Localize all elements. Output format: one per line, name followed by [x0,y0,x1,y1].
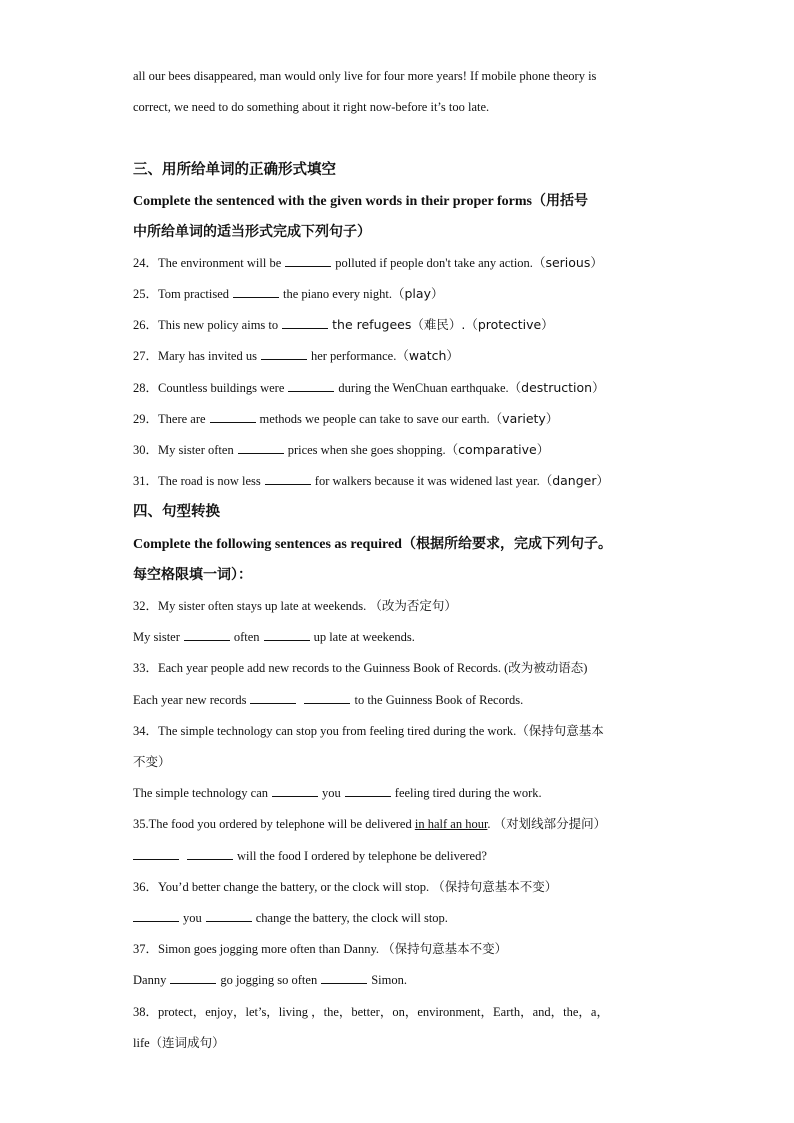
question-number: 29． [133,412,159,426]
answer-text: up late at weekends. [313,630,415,644]
question-37: 37．Simon goes jogging more often than Danny. （保持句意基本不变） [133,942,508,956]
answer-text: go jogging so often [220,973,318,987]
question-33: 33．Each year people add new records to the Guinness Book of Records. (改为被动语态) [133,661,588,675]
question-34-line-2: 不变） [133,754,171,769]
answer-blank[interactable] [233,286,279,298]
word-hint: （danger） [539,473,609,488]
underlined-phrase: in half an hour [414,817,488,831]
question-text: methods we people can take to save our earth. [259,412,490,426]
question-38-line-2: life（连词成句） [133,1036,225,1050]
question-number: 26． [133,318,159,332]
answer-text: Each year new records [133,693,247,707]
word-hint: （protective） [465,317,554,332]
question-31 [133,473,673,489]
question-text: for walkers because it was widened last year. [314,474,540,488]
question-text: 35.The food you ordered by telephone will be delivered [133,817,415,831]
section-3-instruction-en: Complete the sentenced with the given words in their proper forms [133,194,532,209]
answer-blank[interactable] [238,442,284,454]
question-text: the refugees（难民）. [332,317,466,332]
question-text: the piano every night. [283,287,392,301]
word-hint: （comparative） [445,442,550,457]
answer-text: My sister [133,630,180,644]
answer-text: The simple technology can [133,786,269,800]
question-text: Countless buildings were [158,381,285,395]
question-38-line-1: 38．protect，enjoy，let’s，living ，the，better，on，environment，Earth，and，the，a， [133,1005,609,1019]
answer-blank[interactable] [170,972,216,984]
question-text: during the WenChuan earthquake. [338,381,509,395]
question-number: 28． [133,381,159,395]
answer-blank[interactable] [206,910,252,922]
answer-text: feeling tired during the work. [394,786,542,800]
answer-text: will the food I ordered by telephone be delivered? [237,849,487,863]
answer-line-33 [133,692,673,708]
answer-line-34 [133,785,673,801]
question-text: This new policy aims to [158,318,279,332]
question-number: 31． [133,474,159,488]
answer-blank[interactable] [264,629,310,641]
question-text: prices when she goes shopping. [287,443,446,457]
question-text: Mary has invited us [158,349,257,363]
section-3-instruction-line-1 [133,192,673,211]
paragraph-line-1: all our bees disappeared, man would only live for four more years! If mobile phone theory is [133,69,597,83]
answer-line-35 [133,848,673,864]
word-hint: （watch） [396,348,459,363]
word-hint: （serious） [532,255,603,270]
question-number: 25． [133,287,159,301]
answer-text: Danny [133,973,167,987]
answer-blank[interactable] [265,473,311,485]
question-24 [133,255,673,271]
question-text: her performance. [310,349,397,363]
answer-blank[interactable] [321,972,367,984]
answer-text: Simon. [371,973,407,987]
answer-text: you [322,786,341,800]
answer-blank[interactable] [210,411,256,423]
answer-blank[interactable] [288,380,334,392]
question-30 [133,442,673,458]
answer-blank[interactable] [304,692,350,704]
section-3-title: 三、用所给单词的正确形式填空 [133,162,336,178]
question-27 [133,348,673,364]
question-number: 30． [133,443,159,457]
section-4-title: 四、句型转换 [133,504,220,520]
answer-blank[interactable] [282,317,328,329]
answer-blank[interactable] [285,255,331,267]
answer-blank[interactable] [345,785,391,797]
question-text: There are [158,412,206,426]
answer-text: change the battery, the clock will stop. [255,911,448,925]
question-number: 24． [133,256,159,270]
section-4-instruction-en: Complete the following sentences as required [133,537,402,552]
question-text: polluted if people don't take any action. [335,256,533,270]
question-26 [133,317,673,333]
answer-blank[interactable] [187,848,233,860]
question-text: The environment will be [158,256,282,270]
answer-text: you [183,911,202,925]
answer-text: to the Guinness Book of Records. [354,693,524,707]
answer-blank[interactable] [250,692,296,704]
answer-blank[interactable] [184,629,230,641]
section-4-instruction-line-1 [133,535,673,554]
section-4-instruction-line-2: 每空格限填一词）： [133,567,252,583]
answer-line-37 [133,972,673,988]
section-3-instruction-cn: （用括号 [531,193,588,209]
question-29 [133,411,673,427]
question-34-line-1: 34．The simple technology can stop you from feeling tired during the work.（保持句意基本 [133,724,604,738]
word-hint: （destruction） [508,380,605,395]
answer-line-32 [133,629,673,645]
answer-text: often [233,630,260,644]
answer-blank[interactable] [133,848,179,860]
question-text: Tom practised [158,287,229,301]
question-32: 32．My sister often stays up late at weekends. （改为否定句） [133,599,457,613]
question-number: 27． [133,349,159,363]
question-text: My sister often [158,443,234,457]
question-28 [133,380,673,396]
paragraph-line-2: correct, we need to do something about it right now-before it’s too late. [133,100,490,114]
question-36: 36．You’d better change the battery, or the clock will stop. （保持句意基本不变） [133,880,558,894]
section-3-instruction-line-2: 中所给单词的适当形式完成下列句子） [133,224,371,240]
word-hint: （play） [392,286,444,301]
question-text: . （对划线部分提问） [487,817,607,831]
answer-line-36 [133,910,673,926]
answer-blank[interactable] [133,910,179,922]
answer-blank[interactable] [261,348,307,360]
question-25 [133,286,673,302]
section-4-instruction-cn: （根据所给要求，完成下列句子。 [401,536,612,552]
question-35 [133,816,673,832]
question-text: The road is now less [158,474,261,488]
answer-blank[interactable] [272,785,318,797]
word-hint: （variety） [489,411,559,426]
